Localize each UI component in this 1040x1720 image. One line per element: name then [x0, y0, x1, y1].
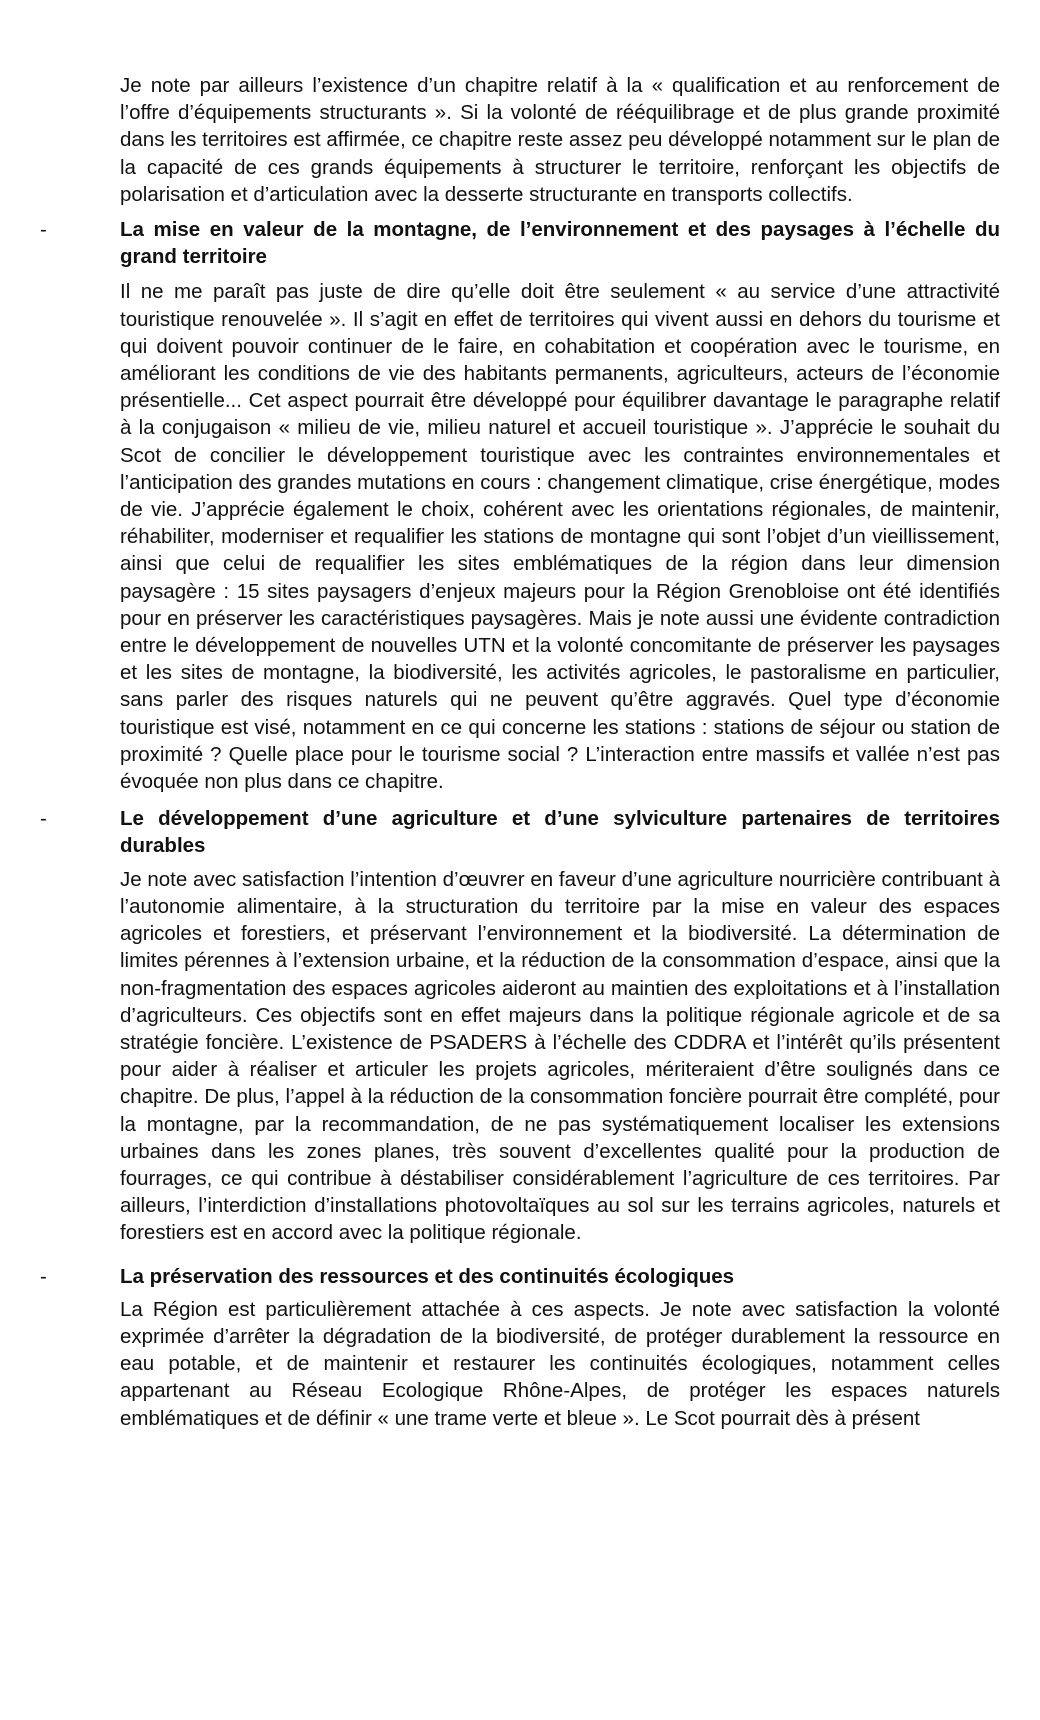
document-page [40, 72, 1000, 1432]
section-heading: La mise en valeur de la montagne, de l’environnement et des paysages à l’échelle du grand territoire [120, 218, 1000, 269]
section-bullet: - [40, 807, 47, 831]
section-heading: Le développement d’une agriculture et d’une sylviculture partenaires de territoires durables [120, 807, 1000, 858]
intro-paragraph: Je note par ailleurs l’existence d’un chapitre relatif à la « qualification et au renforcement de l’offre d’équipements structurants ». Si la volonté de rééquilibrage et de plus grande proximité dans les territoires est affirmée, ce chapitre reste assez peu développé notamment sur le plan de la capacité de ces grands équipements à structurer le territoire, renforçant les objectifs de polarisation et d’articulation avec la desserte structurante en transports collectifs. [120, 74, 1000, 206]
section-paragraph: La Région est particulièrement attachée à ces aspects. Je note avec satisfaction la volonté exprimée d’arrêter la dégradation de la biodiversité, de protéger durablement la ressource en eau potable, et de maintenir et restaurer les continuités écologiques, notamment celles appartenant au Réseau Ecologique Rhône-Alpes, de protéger les espaces naturels emblématiques et de définir « une trame verte et bleue ». Le Scot pourrait dès à présent [120, 1297, 1000, 1430]
section-bullet: - [40, 218, 47, 242]
section-heading: La préservation des ressources et des continuités écologiques [120, 1264, 735, 1288]
section-paragraph: Il ne me paraît pas juste de dire qu’elle doit être seulement « au service d’une attractivité touristique renouvelée ». Il s’agit en effet de territoires qui vivent aussi en dehors du tourisme et qui doivent pouvoir continuer de le faire, en cohabitation et coopération avec le tourisme, en améliorant les conditions de vie des habitants permanents, agriculteurs, acteurs de l’économie présentielle... Cet aspect pourrait être développé pour équilibrer davantage le paragraphe relatif à la conjugaison « milieu de vie, milieu naturel et accueil touristique ». J’apprécie le souhait du Scot de concilier le développement touristique avec les contraintes environnementales et l’anticipation des grandes mutations en cours : changement climatique, crise énergétique, modes de vie. J’apprécie également le choix, cohérent avec les orientations régionales, de maintenir, réhabiliter, moderniser et requalifier les stations de montagne qui sont l’objet d’un vieillissement, ainsi que celui de requalifier les sites emblématiques de la région dans leur dimension paysagère : 15 sites paysagers d’enjeux majeurs pour la Région Grenobloise ont été identifiés pour en préserver les caractéristiques paysagères. Mais je note aussi une évidente contradiction entre le développement de nouvelles UTN et la volonté concomitante de préserver les paysages et les sites de montagne, la biodiversité, les activités agricoles, le pastoralisme en particulier, sans parler des risques naturels qui ne peuvent qu’être aggravés. Quel type d’économie touristique est visé, notamment en ce qui concerne les stations : stations de séjour ou station de proximité ? Quelle place pour le tourisme social ? L’interaction entre massifs et vallée n’est pas évoquée non plus dans ce chapitre. [120, 280, 1000, 794]
section-agriculture [40, 805, 1000, 1246]
section-paragraph: Je note avec satisfaction l’intention d’œuvrer en faveur d’une agriculture nourricière contribuant à l’autonomie alimentaire, à la structuration du territoire par la mise en valeur des espaces agricoles et forestiers, et préservant l’environnement et la biodiversité. La détermination de limites pérennes à l’extension urbaine, et la réduction de la consommation d’espace, ainsi que la non-fragmentation des espaces agricoles aideront au maintien des exploitations et à l’installation d’agriculteurs. Ces objectifs sont en effet majeurs dans la politique régionale agricole et de sa stratégie foncière. L’existence de PSADERS à l’échelle des CDDRA et l’intérêt qu’ils présentent pour aider à réaliser et articuler les projets agricoles, mériteraient d’être soulignés dans ce chapitre. De plus, l’appel à la réduction de la consommation foncière pourrait être complété, pour la montagne, par la recommandation, de ne pas systématiquement localiser les extensions urbaines dans les zones planes, très souvent d’excellentes qualité pour la production de fourrages, ce qui contribue à déstabiliser considérablement l’agriculture de ces territoires. Par ailleurs, l’interdiction d’installations photovoltaïques au sol sur les terrains agricoles, naturels et forestiers est en accord avec la politique régionale. [120, 867, 1000, 1245]
section-ressources [40, 1263, 1000, 1432]
section-montagne [40, 216, 1000, 795]
section-bullet: - [40, 1264, 47, 1288]
